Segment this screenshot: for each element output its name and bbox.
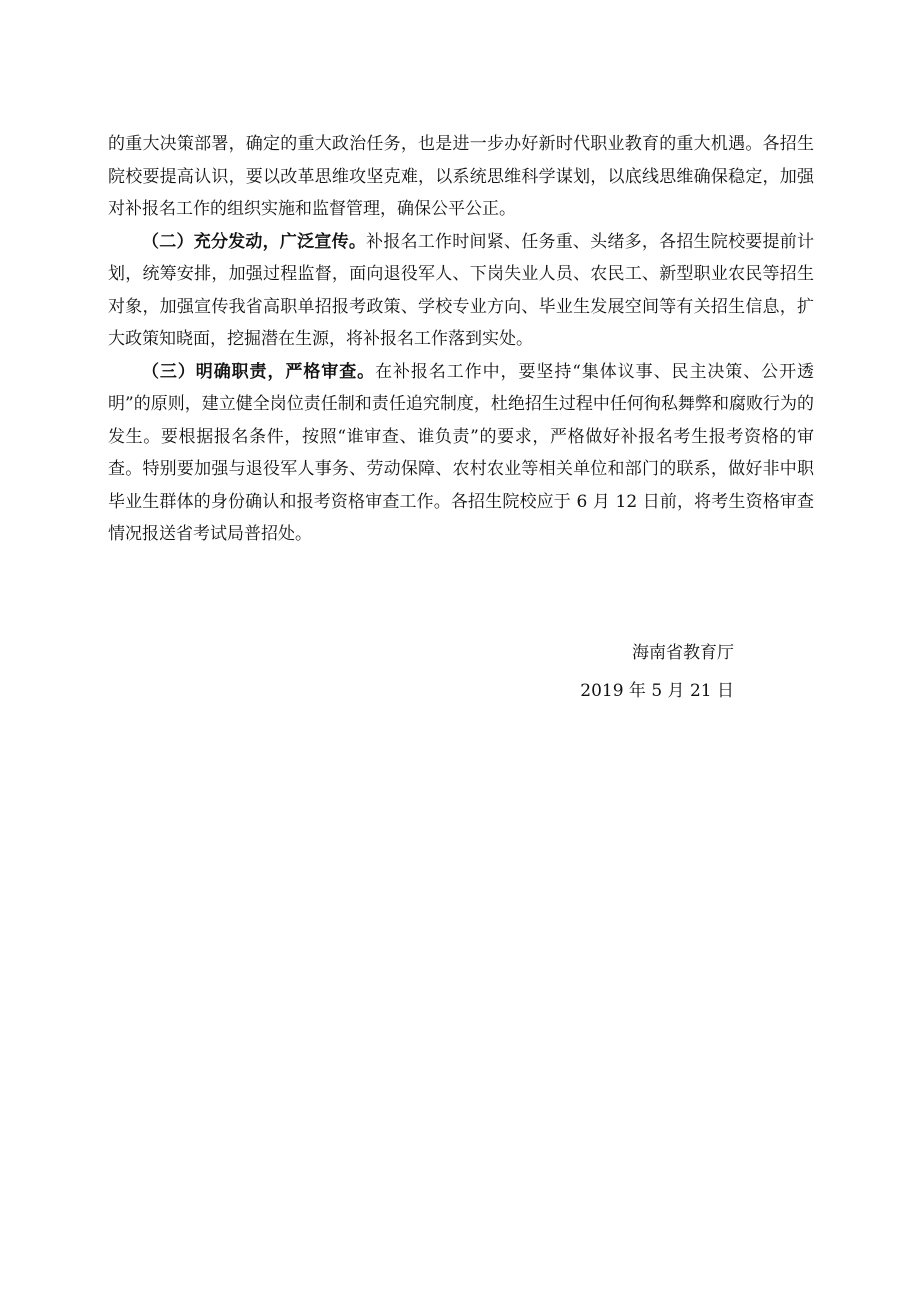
document-body <box>108 128 814 551</box>
signature-block <box>580 634 734 710</box>
section-2-paragraph <box>108 226 814 356</box>
section-2-body: 补报名工作时间紧、任务重、头绪多，各招生院校要提前计划，统筹安排，加强过程监督，面向退役军人、下岗失业人员、农民工、新型职业农民等招生对象，加强宣传我省高职单招报考政策、学校专业方向、毕业生发展空间等有关招生信息，扩大政策知晓面，挖掘潜在生源，将补报名工作落到实处。 <box>108 231 815 349</box>
continuation-paragraph: 的重大决策部署，确定的重大政治任务，也是进一步办好新时代职业教育的重大机遇。各招生院校要提高认识，要以改革思维攻坚克难，以系统思维科学谋划，以底线思维确保稳定，加强对补报名工作的组织实施和监督管理，确保公平公正。 <box>108 134 814 219</box>
section-3-heading: （三）明确职责，严格审查。 <box>142 361 376 382</box>
signature-date: 2019 年 5 月 21 日 <box>580 681 734 701</box>
section-3-paragraph <box>108 356 814 551</box>
section-3-body: 在补报名工作中，要坚持“集体议事、民主决策、公开透明”的原则，建立健全岗位责任制和责任追究制度，杜绝招生过程中任何徇私舞弊和腐败行为的发生。要根据报名条件，按照“谁审查、谁负责”的要求，严格做好补报名考生报考资格的审查。特别要加强与退役军人事务、劳动保障、农村农业等相关单位和部门的联系，做好非中职毕业生群体的身份确认和报考资格审查工作。各招生院校应于 6 月 12 日前，将考生资格审查情况报送省考试局普招处。 <box>108 361 814 544</box>
signature-organization: 海南省教育厅 <box>632 643 734 663</box>
section-2-heading: （二）充分发动，广泛宣传。 <box>142 231 367 252</box>
